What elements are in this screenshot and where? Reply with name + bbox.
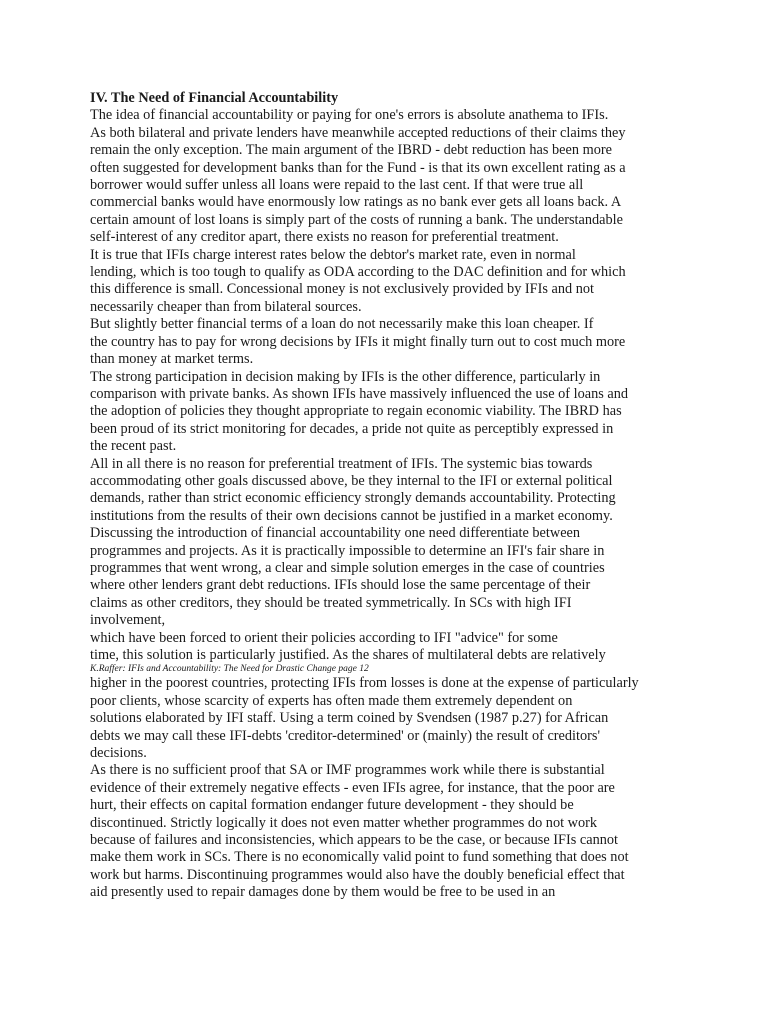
text-line: demands, rather than strict economic efficiency strongly demands accountability. Protecting	[90, 490, 616, 507]
text-line: As there is no sufficient proof that SA or IMF programmes work while there is substantial	[90, 762, 605, 779]
text-line: evidence of their extremely negative effects - even IFIs agree, for instance, that the poor are	[90, 779, 615, 796]
page-footer: K.Raffer: IFIs and Accountability: The Need for Drastic Change page 12	[90, 664, 369, 675]
text-line: poor clients, whose scarcity of experts has often made them extremely dependent on	[90, 692, 573, 709]
text-line: borrower would suffer unless all loans were repaid to the last cent. If that were true all	[90, 177, 584, 194]
text-line: certain amount of lost loans is simply part of the costs of running a bank. The understandable	[90, 211, 623, 228]
text-line: But slightly better financial terms of a loan do not necessarily make this loan cheaper. If	[90, 316, 594, 333]
text-line: The strong participation in decision making by IFIs is the other difference, particularly in	[90, 368, 601, 385]
text-line: institutions from the results of their own decisions cannot be justified in a market economy.	[90, 507, 613, 524]
section-heading: IV. The Need of Financial Accountability	[90, 90, 339, 106]
document-page	[90, 90, 690, 902]
text-line: debts we may call these IFI-debts 'creditor-determined' or (mainly) the result of creditors'	[90, 727, 601, 744]
text-line: remain the only exception. The main argument of the IBRD - debt reduction has been more	[90, 142, 612, 159]
text-line: aid presently used to repair damages done by them would be free to be used in an	[90, 884, 556, 901]
text-line: involvement,	[90, 612, 166, 629]
text-line: All in all there is no reason for preferential treatment of IFIs. The systemic bias towards	[90, 455, 593, 472]
text-line: self-interest of any creditor apart, there exists no reason for preferential treatment.	[90, 229, 559, 246]
text-line: claims as other creditors, they should be treated symmetrically. In SCs with high IFI	[90, 594, 572, 611]
text-line: comparison with private banks. As shown IFIs have massively influenced the use of loans and	[90, 385, 629, 402]
text-line: the country has to pay for wrong decisions by IFIs it might finally turn out to cost much more	[90, 333, 626, 350]
text-line: often suggested for development banks than for the Fund - is that its own excellent rating as a	[90, 159, 626, 176]
text-line: higher in the poorest countries, protecting IFIs from losses is done at the expense of particularly	[90, 675, 639, 692]
text-line: been proud of its strict monitoring for decades, a pride not quite as perceptibly expressed in	[90, 420, 614, 437]
text-line: discontinued. Strictly logically it does not even matter whether programmes do not work	[90, 814, 598, 831]
text-line: the recent past.	[90, 438, 177, 455]
text-line: It is true that IFIs charge interest rates below the debtor's market rate, even in normal	[90, 246, 576, 263]
text-line: lending, which is too tough to qualify as ODA according to the DAC definition and for which	[90, 264, 626, 281]
text-line: where other lenders grant debt reductions. IFIs should lose the same percentage of their	[90, 577, 591, 594]
text-line: necessarily cheaper than from bilateral sources.	[90, 298, 362, 315]
text-line: The idea of financial accountability or paying for one's errors is absolute anathema to IFIs.	[90, 107, 609, 124]
text-line: time, this solution is particularly justified. As the shares of multilateral debts are relatively	[90, 647, 606, 663]
text-line: the adoption of policies they thought appropriate to regain economic viability. The IBRD has	[90, 403, 622, 420]
text-line: programmes and projects. As it is practically impossible to determine an IFI's fair share in	[90, 542, 605, 559]
text-line: than money at market terms.	[90, 351, 254, 368]
text-line: this difference is small. Concessional money is not exclusively provided by IFIs and not	[90, 281, 595, 298]
text-line: make them work in SCs. There is no economically valid point to fund something that does not	[90, 849, 629, 866]
text-line: Discussing the introduction of financial accountability one need differentiate between	[90, 525, 581, 542]
text-line: which have been forced to orient their policies according to IFI "advice" for some	[90, 629, 558, 646]
text-line: programmes that went wrong, a clear and simple solution emerges in the case of countries	[90, 559, 605, 576]
text-line: hurt, their effects on capital formation endanger future development - they should be	[90, 797, 574, 814]
text-line: solutions elaborated by IFI staff. Using a term coined by Svendsen (1987 p.27) for African	[90, 710, 609, 727]
text-line: decisions.	[90, 745, 147, 762]
text-line: commercial banks would have enormously low ratings as no bank ever gets all loans back. A	[90, 194, 622, 211]
body-text-upper	[90, 107, 690, 664]
text-line: As both bilateral and private lenders have meanwhile accepted reductions of their claims they	[90, 124, 626, 141]
body-text-lower	[90, 675, 690, 901]
text-line: work but harms. Discontinuing programmes would also have the doubly beneficial effect that	[90, 866, 625, 883]
text-line: because of failures and inconsistencies, which appears to be the case, or because IFIs cannot	[90, 832, 618, 849]
text-line: accommodating other goals discussed above, be they internal to the IFI or external political	[90, 472, 613, 489]
